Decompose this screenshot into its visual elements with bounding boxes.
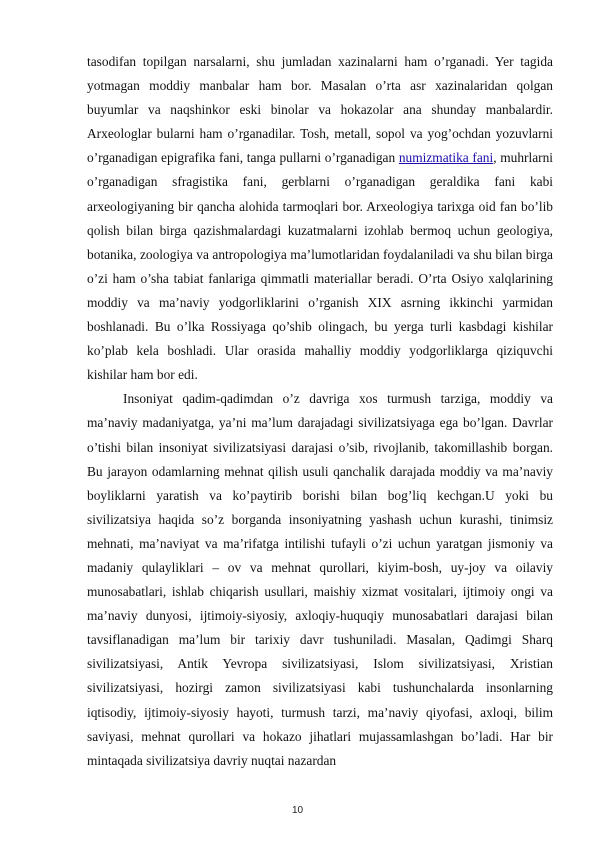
paragraph-1-before-link: tasodifan topilgan narsalarni, shu jumladan xazinalarni ham o’rganadi. Yer tagida yotmagan moddiy manbalar ham bor. Masalan o’rta asr xazinalaridan qolgan buyumlar va naqshinkor eski binolar va hokazolar ana shunday manbalardir. Arxeologlar bularni ham o’rganadilar. Tosh, metall, sopol va yog’ochdan yozuvlarni o’rganadigan epigrafika fani, tanga pullarni o’rganadigan: [87, 54, 553, 166]
paragraph-2: Insoniyat qadim-qadimdan o’z davriga xos turmush tarziga, moddiy va ma’naviy madaniyatga, ya’ni ma’lum darajadagi sivilizatsiyaga ega bo’lgan. Davrlar o’tishi bilan insoniyat sivilizatsiyasi darajasi o’sib, rivojlanib, takomillashib borgan. Bu jarayon odamlarning mehnat qilish usuli qanchalik darajada moddiy va ma’naviy boyliklarni yaratish va ko’paytirib borishi bilan bog’liq kechgan.U yoki bu sivilizatsiya haqida so’z borganda insoniyatning yashash uchun kurashi, tinimsiz mehnati, ma’naviyat va ma’rifatga intilishi tufayli o’zi uchun yaratgan jismoniy va madaniy qulayliklari – ov va mehnat qurollari, kiyim-bosh, uy-joy va oilaviy munosabatlari, ishlab chiqarish usullari, maishiy xizmat vositalari, ijtimoiy ongi va ma’naviy dunyosi, ijtimoiy-siyosiy, axloqiy-huquqiy munosabatlari darajasi bilan tavsiflanadigan ma’lum bir tarixiy davr tushuniladi. Masalan, Qadimgi Sharq sivilizatsiyasi, Antik Yevropa sivilizatsiyasi, Islom sivilizatsiyasi, Xristian sivilizatsiyasi, hozirgi zamon sivilizatsiyasi kabi tushunchalarda insonlarning iqtisodiy, ijtimoiy-siyosiy hayoti, turmush tarzi, ma’naviy qiyofasi, axloqi, bilim saviyasi, mehnat qurollari va hokazo jihatlari mujassamlashgan bo’ladi. Har bir mintaqada sivilizatsiya davriy nuqtai nazardan: [87, 391, 553, 768]
numizmatika-link[interactable]: numizmatika fani: [398, 150, 494, 166]
body-text: [87, 50, 553, 773]
page-number: 10: [291, 805, 304, 816]
paragraph-1-after-link: , muhrlarni o’rganadigan sfragistika fani, gerblarni o’rganadigan geraldika fani kabi arxeologiyaning bir qancha alohida tarmoqlari bor. Arxeologiya tarixga oid fan bo’lib qolish bilan birga qazishmalardagi kuzatmalarni izohlab bermoq uchun geologiya, botanika, zoologiya va antropologiya ma’lumotlaridan foydalaniladi va shu bilan birga o’zi ham o’sha tabiat fanlariga qimmatli materiallar beradi. O’rta Osiyo xalqlarining moddiy va ma’naviy yodgorliklarini o’rganish XIX asrning ikkinchi yarmidan boshlanadi. Bu o’lka Rossiyaga qo’shib olingach, bu yerga turli kasbdagi kishilar ko’plab kela boshladi. Ular orasida mahalliy moddiy yodgorliklarga qiziquvchi kishilar ham bor edi.: [87, 150, 554, 383]
paragraph-1: [87, 50, 553, 387]
